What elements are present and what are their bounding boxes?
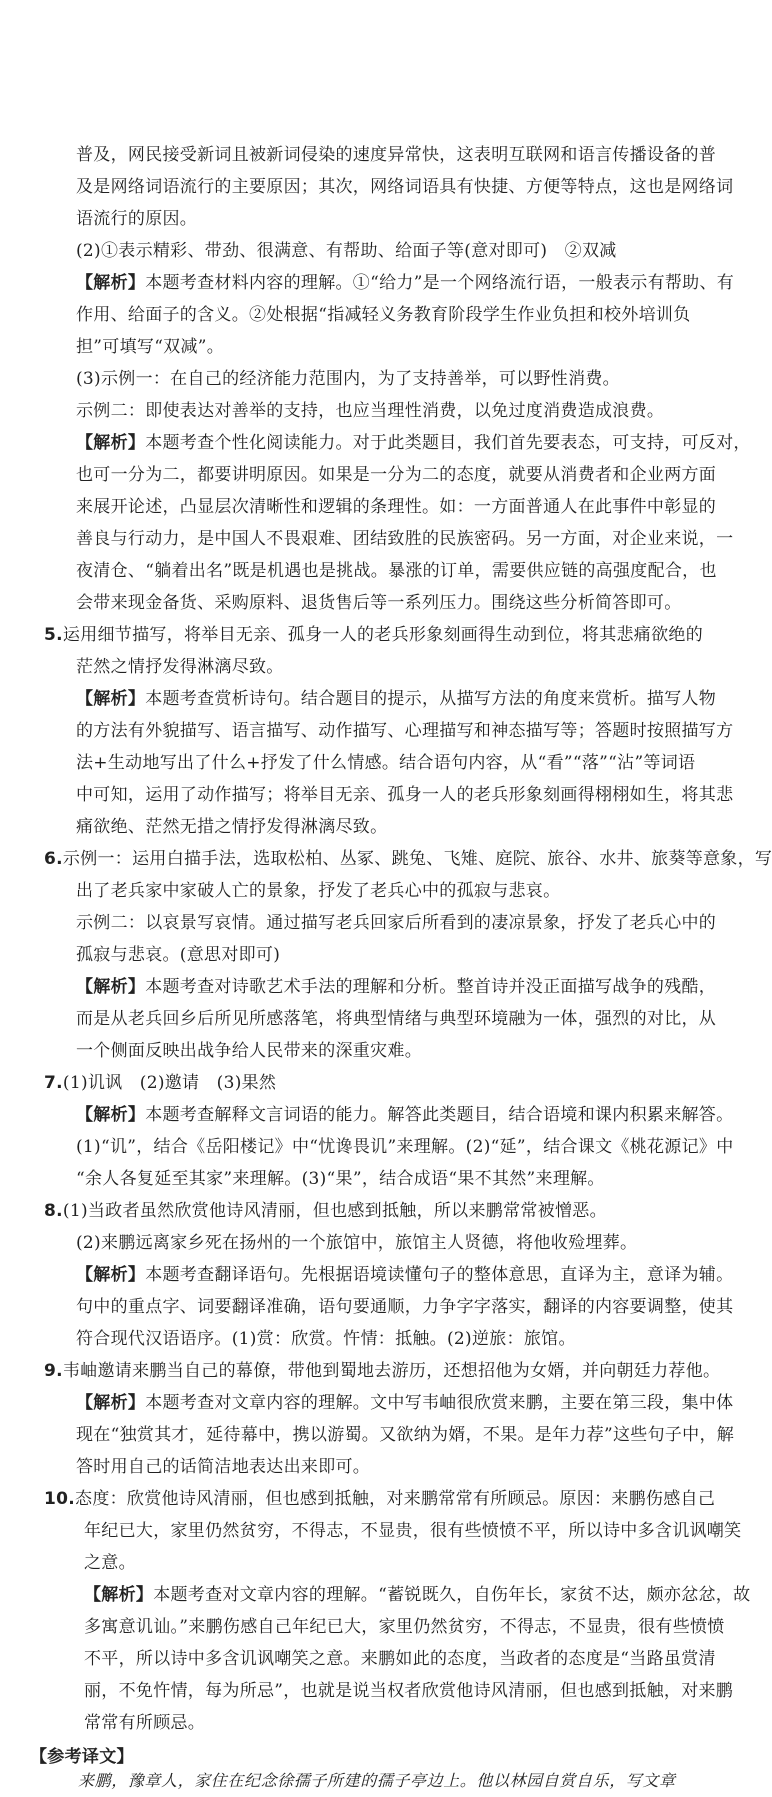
line-text: 句中的重点字、词要翻译准确，语句要通顺，力争字字落实，翻译的内容要调整，使其: [76, 1297, 734, 1317]
answer-line: [62, 683, 722, 715]
line-text: 一个侧面反映出战争给人民带来的深重灾难。: [76, 1041, 422, 1061]
line-text: 本题考查赏析诗句。结合题目的提示，从描写方法的角度来赏析。描写人物: [145, 689, 717, 709]
line-text: 本题考查解释文言词语的能力。解答此类题目，结合语境和课内积累来解答。: [145, 1105, 734, 1125]
answer-line: [62, 1163, 722, 1195]
line-text: 会带来现金备货、采购原料、退货售后等一系列压力。围绕这些分析简答即可。: [76, 593, 682, 613]
answer-line: [62, 331, 722, 363]
line-text: 而是从老兵回乡后所见所感落笔，将典型情绪与典型环境融为一体，强烈的对比，从: [76, 1009, 717, 1029]
translation-body: [78, 1771, 738, 1790]
line-text: 韦岫邀请来鹏当自己的幕僚，带他到蜀地去游历，还想招他为女婿，并向朝廷力荐他。: [62, 1361, 721, 1381]
line-text: 之意。: [84, 1553, 136, 1573]
line-text: 作用、给面子的含义。②处根据“指减轻义务教育阶段学生作业负担和校外培训负: [76, 305, 691, 325]
answer-line: [62, 427, 751, 459]
line-text: 善良与行动力，是中国人不畏艰难、团结致胜的民族密码。另一方面，对企业来说，一: [76, 529, 734, 549]
line-text: 本题考查对文章内容的理解。文中写韦岫很欣赏来鹏，主要在第三段，集中体: [145, 1393, 734, 1413]
line-text: 年纪已大，家里仍然贫穷，不得志，不显贵，很有些愤愤不平，所以诗中多含讥讽嘲笑: [84, 1521, 742, 1541]
line-text: 茫然之情抒发得淋漓尽致。: [76, 657, 284, 677]
line-text: 不平，所以诗中多含讥讽嘲笑之意。来鹏如此的态度，当政者的态度是“当路虽赏清: [84, 1649, 716, 1669]
answer-line: [62, 1451, 722, 1483]
line-text: 的方法有外貌描写、语言描写、动作描写、心理描写和神态描写等；答题时按照描写方: [76, 721, 734, 741]
answer-line: [62, 1259, 734, 1291]
answer-line: [62, 1643, 722, 1675]
line-text: (2)①表示精彩、带劲、很满意、有帮助、给面子等(意对即可) ②双减: [76, 241, 617, 261]
analysis-tag: 【解析】: [76, 689, 146, 709]
line-text: 语流行的原因。: [76, 209, 198, 229]
answer-line: [62, 1611, 725, 1643]
line-text: 本题考查对诗歌艺术手法的理解和分析。整首诗并没正面描写战争的残酷，: [145, 977, 717, 997]
line-text: 中可知，运用了动作描写；将举目无亲、孤身一人的老兵形象刻画得栩栩如生，将其悲: [76, 785, 734, 805]
line-text: 本题考查材料内容的理解。①“给力”是一个网络流行语，一般表示有帮助、有: [145, 273, 735, 293]
answer-line: [44, 1195, 722, 1227]
line-text: (1)讥讽 (2)邀请 (3)果然: [62, 1073, 277, 1093]
line-text: 来展开论述，凸显层次清晰性和逻辑的条理性。如：一方面普通人在此事件中彰显的: [76, 497, 717, 517]
line-text: 运用细节描写，将举目无亲、孤身一人的老兵形象刻画得生动到位，将其悲痛欲绝的: [62, 625, 703, 645]
answer-line: [62, 1323, 722, 1355]
line-text: (2)来鹏远离家乡死在扬州的一个旅馆中，旅馆主人贤德，将他收殓埋葬。: [76, 1233, 638, 1253]
answer-line: [62, 235, 722, 267]
answer-line: [62, 299, 722, 331]
question-number: 8.: [44, 1201, 63, 1221]
answer-line: [62, 203, 722, 235]
answer-line: [44, 1355, 722, 1387]
answer-line: [62, 907, 722, 939]
line-text: 普及，网民接受新词且被新词侵染的速度异常快，这表明互联网和语言传播设备的普: [76, 145, 717, 165]
answer-line: [62, 1227, 722, 1259]
line-text: 丽，不免忤情，每为所忌”，也就是说当权者欣赏他诗风清丽，但也感到抵触，对来鹏: [84, 1681, 734, 1701]
answer-line: [62, 811, 722, 843]
line-text: 本题考查个性化阅读能力。对于此类题目，我们首先要表态，可支持，可反对，: [145, 433, 751, 453]
analysis-tag: 【解析】: [76, 273, 146, 293]
answer-line: [62, 491, 722, 523]
answer-line: [44, 1067, 722, 1099]
answer-line: [62, 267, 735, 299]
answer-line: [62, 171, 734, 203]
line-text: (1)当政者虽然欣赏他诗风清丽，但也感到抵触，所以来鹏常常被憎恶。: [62, 1201, 607, 1221]
translation-text: 来鹏，豫章人，家住在纪念徐孺子所建的孺子亭边上。他以林园自赏自乐，写文章: [78, 1771, 676, 1790]
line-text: 本题考查翻译语句。先根据语境读懂句子的整体意思，直译为主，意译为辅。: [145, 1265, 734, 1285]
answer-line: [62, 651, 722, 683]
line-text: 多寓意讥讪。”来鹏伤感自己年纪已大，家里仍然贫穷，不得志，不显贵，很有些愤愤: [84, 1617, 725, 1637]
answer-line: [62, 1099, 734, 1131]
line-text: 符合现代汉语语序。(1)赏：欣赏。忤情：抵触。(2)逆旅：旅馆。: [76, 1329, 576, 1349]
answer-line: [62, 555, 722, 587]
analysis-tag: 【解析】: [76, 433, 146, 453]
answer-line: [62, 1387, 734, 1419]
line-text: 常常有所顾忌。: [84, 1713, 206, 1733]
line-text: 态度：欣赏他诗风清丽，但也感到抵触，对来鹏常常有所顾忌。原因：来鹏伤感自己: [75, 1489, 716, 1509]
answer-line: [62, 875, 722, 907]
question-number: 9.: [44, 1361, 63, 1381]
analysis-tag: 【解析】: [76, 1105, 146, 1125]
answer-line: [62, 1131, 734, 1163]
answer-line: [62, 395, 722, 427]
line-text: 及是网络词语流行的主要原因；其次，网络词语具有快捷、方便等特点，这也是网络词: [76, 177, 734, 197]
answer-content: [44, 139, 772, 1739]
question-number: 10.: [44, 1489, 76, 1509]
answer-line: [62, 1291, 734, 1323]
line-text: 法+生动地写出了什么+抒发了什么情感。结合语句内容，从“看”“落”“沾”等词语: [76, 753, 696, 773]
line-text: 示例二：以哀景写哀情。通过描写老兵回家后所看到的凄凉景象，抒发了老兵心中的: [76, 913, 717, 933]
answer-line: [62, 139, 722, 171]
answer-line: [62, 715, 734, 747]
line-text: (1)“讥”，结合《岳阳楼记》中“忧谗畏讥”来理解。(2)“延”，结合课文《桃花源记》中: [76, 1137, 734, 1157]
answer-line: [62, 459, 722, 491]
answer-line: [62, 747, 722, 779]
answer-line: [62, 1035, 722, 1067]
answer-line: [62, 1419, 735, 1451]
answer-line: [62, 971, 722, 1003]
analysis-tag: 【解析】: [84, 1585, 154, 1605]
answer-line: [62, 1547, 722, 1579]
line-text: 示例二：即使表达对善举的支持，也应当理性消费，以免过度消费造成浪费。: [76, 401, 665, 421]
translation-heading: 【参考译文】: [30, 1747, 134, 1767]
question-number: 5.: [44, 625, 63, 645]
analysis-tag: 【解析】: [76, 1265, 146, 1285]
answer-line: [44, 843, 772, 875]
line-text: 本题考查对文章内容的理解。“蓄锐既久，自伤年长，家贫不达，颇亦忿忿，故: [153, 1585, 751, 1605]
answer-line: [62, 779, 734, 811]
answer-line: [62, 1675, 734, 1707]
answer-line: [62, 587, 722, 619]
answer-line: [62, 1579, 751, 1611]
line-text: 痛欲绝、茫然无措之情抒发得淋漓尽致。: [76, 817, 388, 837]
line-text: 示例一：运用白描手法，选取松柏、丛冢、跳兔、飞雉、庭院、旅谷、水井、旅葵等意象，写: [62, 849, 772, 869]
question-number: 6.: [44, 849, 63, 869]
answer-line: [62, 1515, 742, 1547]
analysis-tag: 【解析】: [76, 1393, 146, 1413]
line-text: 出了老兵家中家破人亡的景象，抒发了老兵心中的孤寂与悲哀。: [76, 881, 561, 901]
answer-line: [62, 1707, 722, 1739]
line-text: (3)示例一：在自己的经济能力范围内，为了支持善举，可以野性消费。: [76, 369, 620, 389]
line-text: 现在“独赏其才，延待幕中，携以游蜀。又欲纳为婿，不果。是年力荐”这些句子中，解: [76, 1425, 735, 1445]
answer-line: [62, 523, 734, 555]
line-text: “余人各复延至其家”来理解。(3)“果”，结合成语“果不其然”来理解。: [76, 1169, 605, 1189]
line-text: 夜清仓、“躺着出名”既是机遇也是挑战。暴涨的订单，需要供应链的高强度配合，也: [76, 561, 717, 581]
answer-line: [62, 363, 722, 395]
analysis-tag: 【解析】: [76, 977, 146, 997]
answer-line: [62, 939, 722, 971]
answer-line: [44, 619, 722, 651]
line-text: 答时用自己的话简洁地表达出来即可。: [76, 1457, 371, 1477]
question-number: 7.: [44, 1073, 63, 1093]
line-text: 孤寂与悲哀。(意思对即可): [76, 945, 281, 965]
line-text: 担”可填写“双减”。: [76, 337, 225, 357]
line-text: 也可一分为二，都要讲明原因。如果是一分为二的态度，就要从消费者和企业两方面: [76, 465, 717, 485]
answer-line: [44, 1483, 722, 1515]
answer-line: [62, 1003, 722, 1035]
